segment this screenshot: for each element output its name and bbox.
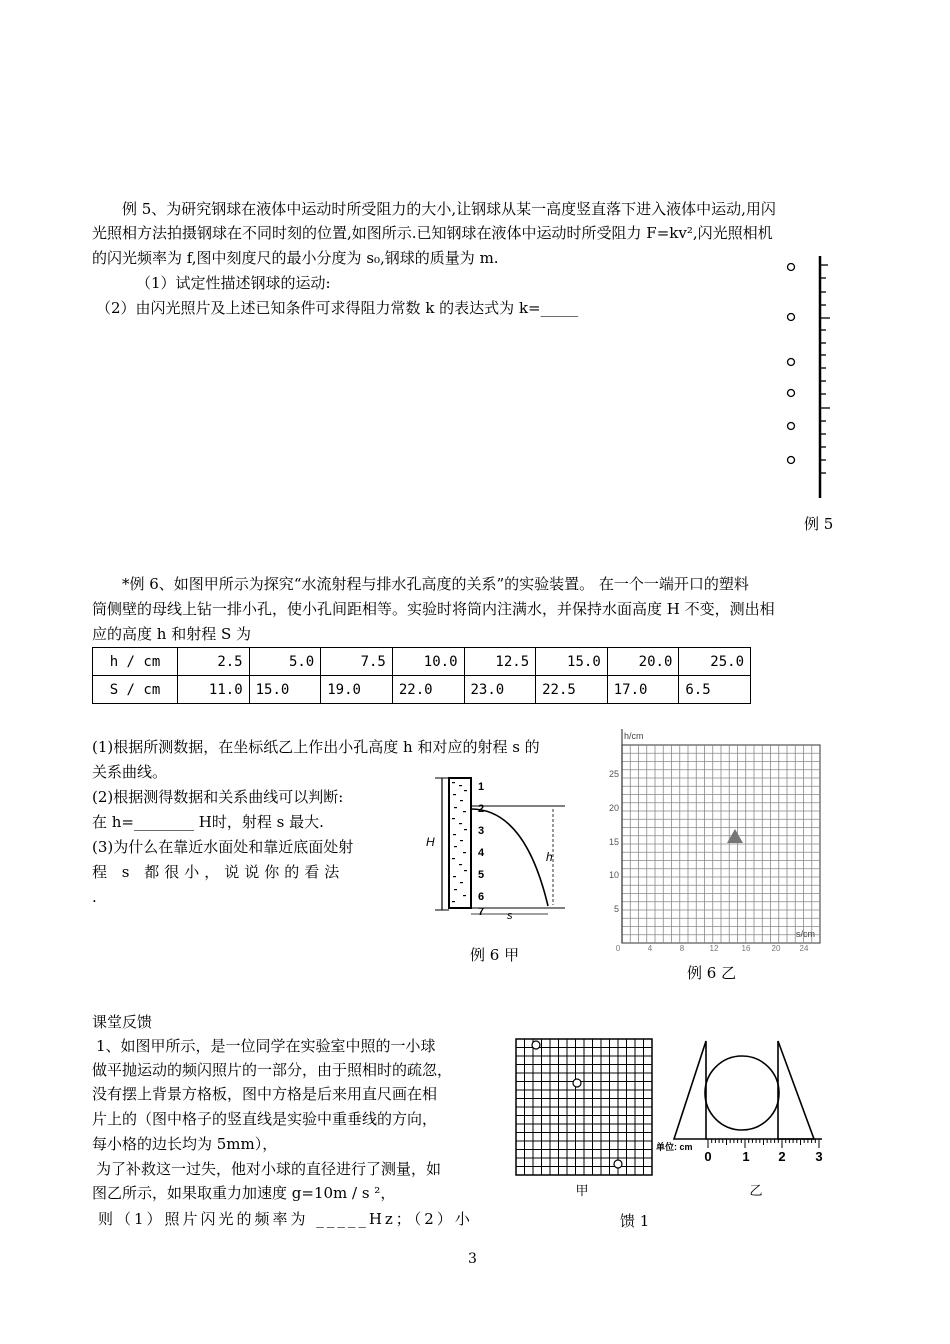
y-tick: 20 bbox=[608, 803, 619, 813]
table-cell: 6.5 bbox=[679, 676, 751, 704]
ball bbox=[788, 457, 795, 464]
y-tick: 10 bbox=[608, 870, 619, 880]
ball bbox=[532, 1041, 540, 1049]
feedback-line: 则（1）照片闪光的频率为 _____Hz；（2）小 bbox=[98, 1210, 473, 1228]
ball bbox=[788, 423, 795, 430]
ex6-line1: *例 6、如图甲所示为探究“水流射程与排水孔高度的关系”的实验装置。 在一个一端开口的塑料 bbox=[122, 575, 749, 593]
table-cell: 5.0 bbox=[249, 648, 321, 676]
ball-positions bbox=[788, 264, 795, 464]
x-tick: 4 bbox=[647, 944, 653, 953]
hole-label: 1 bbox=[478, 781, 485, 793]
unit-label: 单位: cm bbox=[656, 1142, 693, 1152]
x-axis-label: s/cm bbox=[796, 929, 815, 939]
table-cell: 22.0 bbox=[392, 676, 464, 704]
table-cell: 2.5 bbox=[178, 648, 250, 676]
ball bbox=[788, 359, 795, 366]
ex6-line3: 应的高度 h 和射程 S 为 bbox=[92, 625, 252, 643]
y-tick: 15 bbox=[608, 837, 619, 847]
ex6-yi-caption: 例 6 乙 bbox=[687, 964, 737, 982]
hole-label: 3 bbox=[478, 825, 485, 837]
ex6-question-2a: (2)根据测得数据和关系曲线可以判断: bbox=[92, 788, 344, 806]
x-tick: 24 bbox=[799, 944, 809, 953]
H-label: H bbox=[426, 835, 435, 849]
s-label: s bbox=[507, 910, 513, 919]
ex6-data-table bbox=[92, 647, 751, 704]
ex6-question-2b: 在 h=________ H时，射程 s 最大. bbox=[92, 813, 324, 831]
x-tick: 16 bbox=[741, 944, 751, 953]
table-cell: 19.0 bbox=[321, 676, 393, 704]
table-cell: 11.0 bbox=[178, 676, 250, 704]
fig-jia-label: 甲 bbox=[575, 1183, 589, 1198]
y-tick: 5 bbox=[613, 904, 619, 914]
hole-label: 7 bbox=[478, 906, 485, 918]
feedback-line: 1、如图甲所示，是一位同学在实验室中照的一小球 bbox=[96, 1037, 436, 1055]
feedback-line: 做平抛运动的频闪照片的一部分，由于照相时的疏忽， bbox=[92, 1061, 453, 1079]
feedback-figure-caption: 馈 1 bbox=[620, 1212, 650, 1230]
ex6-yi-graph-paper bbox=[600, 725, 830, 960]
feedback-heading: 课堂反馈 bbox=[92, 1013, 153, 1031]
feedback-yi-figure bbox=[652, 1035, 837, 1200]
x-tick-labels bbox=[616, 944, 809, 953]
ex6-jia-figure bbox=[415, 774, 565, 919]
hole-label: 4 bbox=[478, 847, 485, 859]
ruler-number: 0 bbox=[704, 1149, 712, 1164]
feedback-line: 没有摆上背景方格板，图中方格是后来用直尺画在相 bbox=[92, 1085, 438, 1103]
x-tick: 8 bbox=[679, 944, 685, 953]
ex6-question-3c: . bbox=[92, 888, 97, 906]
hole-label: 5 bbox=[478, 869, 485, 881]
ball bbox=[788, 314, 795, 321]
table-cell: 20.0 bbox=[607, 648, 679, 676]
table-cell: 12.5 bbox=[464, 648, 536, 676]
ex6-question-1a: (1)根据所测数据，在坐标纸乙上作出小孔高度 h 和对应的射程 s 的 bbox=[92, 738, 540, 756]
ex5-question-2: （2）由闪光照片及上述已知条件可求得阻力常数 k 的表达式为 k=_____ bbox=[96, 299, 579, 317]
feedback-line: 片上的（图中格子的竖直线是实验中重垂线的方向， bbox=[92, 1110, 438, 1128]
x-tick: 12 bbox=[709, 944, 719, 953]
table-cell: 10.0 bbox=[392, 648, 464, 676]
feedback-line: 图乙所示，如果取重力加速度 g=10m / s ²， bbox=[92, 1184, 396, 1202]
ball bbox=[788, 390, 795, 397]
ex5-question-1: （1）试定性描述钢球的运动: bbox=[136, 274, 331, 292]
ruler-ticks bbox=[820, 265, 830, 473]
ball bbox=[788, 264, 795, 271]
y-tick: 25 bbox=[608, 769, 619, 779]
ruler-number: 3 bbox=[815, 1149, 823, 1164]
page-number: 3 bbox=[468, 1251, 477, 1267]
y-tick-labels bbox=[609, 769, 619, 914]
table-cell: 15.0 bbox=[536, 648, 608, 676]
ball bbox=[573, 1079, 581, 1087]
ex5-line3: 的闪光频率为 f,图中刻度尺的最小分度为 s₀,钢球的质量为 m. bbox=[92, 249, 499, 267]
h-label: h bbox=[546, 850, 553, 864]
ball-circle bbox=[705, 1056, 779, 1130]
ex5-line2: 光照相方法拍摄钢球在不同时刻的位置,如图所示.已知钢球在液体中运动时所受阻力 F=kv²,闪光照相机 bbox=[92, 224, 773, 242]
ruler-numbers bbox=[704, 1149, 822, 1164]
feedback-line: 为了补救这一过失，他对小球的直径进行了测量，如 bbox=[96, 1160, 442, 1178]
ex5-figure bbox=[780, 250, 840, 505]
ex6-question-3b: 程 s 都很小，说说你的看法 bbox=[92, 863, 345, 881]
table-cell: 7.5 bbox=[321, 648, 393, 676]
fig-yi-label: 乙 bbox=[749, 1183, 763, 1198]
ruler-ticks bbox=[708, 1139, 819, 1148]
hole-numbers bbox=[478, 781, 485, 918]
table-cell: 15.0 bbox=[249, 676, 321, 704]
feedback-jia-figure bbox=[512, 1035, 657, 1200]
table-row bbox=[93, 648, 751, 676]
x-tick: 20 bbox=[771, 944, 781, 953]
ex6-question-3a: (3)为什么在靠近水面处和靠近底面处射 bbox=[92, 838, 354, 856]
table-cell: 22.5 bbox=[536, 676, 608, 704]
x-tick: 0 bbox=[615, 944, 621, 953]
ruler-number: 2 bbox=[778, 1149, 786, 1164]
hole-label: 6 bbox=[478, 891, 485, 903]
table-row-label: h / cm bbox=[93, 648, 178, 676]
table-cell: 23.0 bbox=[464, 676, 536, 704]
ruler-number: 1 bbox=[742, 1149, 750, 1164]
feedback-line: 每小格的边长均为 5mm）， bbox=[92, 1135, 278, 1153]
hole-label: 2 bbox=[478, 803, 485, 815]
table-cell: 25.0 bbox=[679, 648, 751, 676]
ex6-jia-caption: 例 6 甲 bbox=[470, 946, 520, 964]
ex5-caption: 例 5 bbox=[804, 515, 834, 533]
tube bbox=[449, 778, 471, 908]
ex6-question-1b: 关系曲线。 bbox=[92, 763, 168, 781]
ex5-line1: 例 5、为研究钢球在液体中运动时所受阻力的大小,让钢球从某一高度竖直落下进入液体中运动,用闪 bbox=[122, 200, 776, 218]
table-cell: 17.0 bbox=[607, 676, 679, 704]
table-row-label: S / cm bbox=[93, 676, 178, 704]
y-axis-label: h/cm bbox=[624, 731, 644, 741]
table-row bbox=[93, 676, 751, 704]
ex6-line2: 筒侧壁的母线上钻一排小孔，使小孔间距相等。实验时将筒内注满水，并保持水面高度 H 不变，测出相 bbox=[92, 600, 775, 618]
ball bbox=[614, 1160, 622, 1168]
